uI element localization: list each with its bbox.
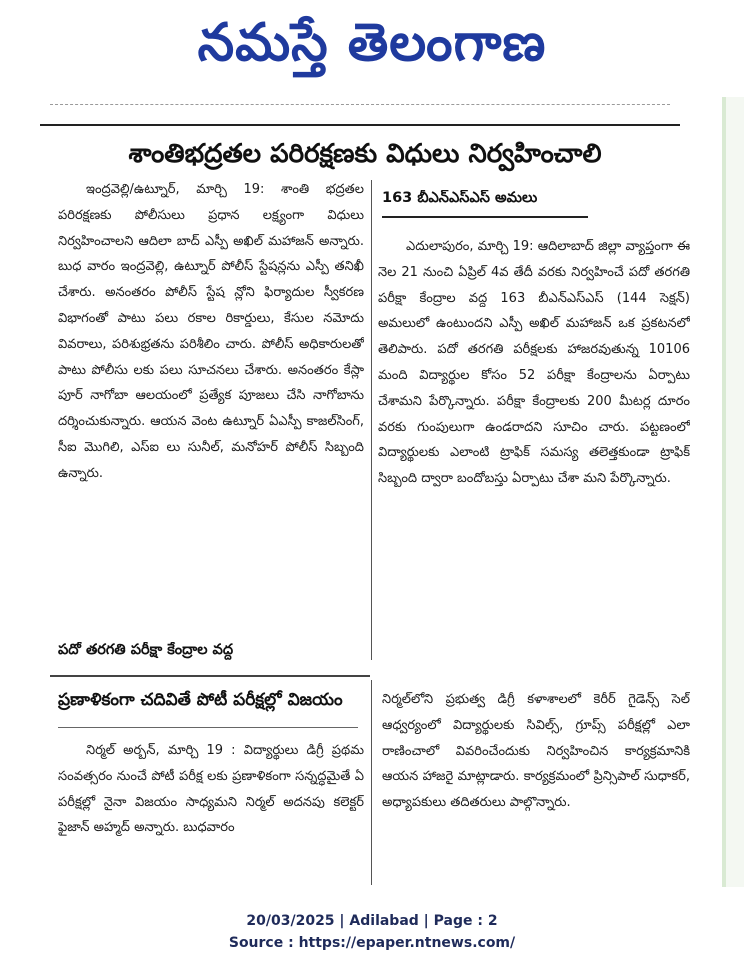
right-article-body	[378, 234, 690, 664]
bottom-article-paragraph-left: నిర్మల్ అర్బన్, మార్చి 19 : విద్యార్థులు డిగ్రీ ప్రథమ సంవత్సరం నుంచే పోటీ పరీక్ష లకు ప్రణాళికంగా సన్నద్ధమైతే ఏ పరీక్షల్లో నైనా విజయం సాధ్యమని నిర్మల్ అదనపు కలెక్టర్ ఫైజాన్ అహ్మద్ అన్నారు. బుధవారం	[58, 743, 364, 836]
left-margin-strip	[0, 97, 14, 207]
footer-date-edition: 20/03/2025 | Adilabad | Page : 2	[246, 913, 498, 929]
bottom-article-body-right	[382, 687, 690, 887]
left-article-body	[58, 177, 364, 637]
newspaper-logo-title: నమస్తే తెలంగాణ	[197, 13, 547, 73]
bottom-article-headline: ప్రణాళికంగా చదివితే పోటీ పరీక్షల్లో విజయం	[58, 690, 343, 710]
subhead-rule	[382, 216, 588, 218]
footer-source-link[interactable]: Source : https://epaper.ntnews.com/	[228, 935, 516, 951]
right-margin-strip	[722, 97, 744, 887]
main-headline: శాంతిభద్రతల పరిరక్షణకు విధులు నిర్వహించాలి	[128, 139, 602, 169]
right-article-paragraph: ఎదులాపురం, మార్చి 19: ఆదిలాబాద్ జిల్లా వ్యాప్తంగా ఈ నెల 21 నుంచి ఏప్రిల్ 4వ తేదీ వరకు నిర్వహించే పదో తరగతి పరీక్షా కేంద్రాల వద్ద 163 బీఎన్ఎస్ఎస్ (144 సెక్షన్) అమలులో ఉంటుందని ఎస్పీ అఖిల్ మహాజన్ ఒక ప్రకటనలో తెలిపారు. పదో తరగతి పరీక్షలకు హాజరవుతున్న 10106 మంది విద్యార్థుల కోసం 52 పరీక్షా కేంద్రాలను ఏర్పాటు చేశామని పేర్కొన్నారు. పరీక్షా కేంద్రాలకు 200 మీటర్ల దూరం వరకు గుంపులుగా ఉండరాదని సూచిం చారు. పట్టణంలో విద్యార్థులకు ఎలాంటి ట్రాఫిక్ సమస్య తలెత్తకుండా ట్రాఫిక్ సిబ్బంది ద్వారా బందోబస్తు ఏర్పాటు చేశా మని పేర్కొన్నారు.	[378, 239, 690, 487]
left-subhead: పదో తరగతి పరీక్షా కేంద్రాల వద్ద	[58, 642, 234, 658]
headline-top-rule	[40, 124, 680, 126]
bottom-article-body-left	[58, 738, 364, 888]
section-divider	[50, 675, 370, 677]
bottom-headline-rule	[58, 727, 358, 728]
bottom-column-divider	[371, 680, 372, 885]
masthead	[0, 0, 744, 95]
left-article-paragraph: ఇంద్రవెల్లి/ఉట్నూర్, మార్చి 19: శాంతి భద్రతల పరిరక్షణకు పోలీసులు ప్రధాన లక్ష్యంగా విధులు నిర్వహించాలని ఆదిలా బాద్ ఎస్పీ అఖిల్ మహాజన్ అన్నారు. బుధ వారం ఇంద్రవెల్లి, ఉట్నూర్ పోలీస్ స్టేషన్లను ఎస్పీ తనిఖీ చేశారు. అనంతరం పోలీస్ స్టేష న్లోని ఫిర్యాదుల స్వీకరణ విభాగంతో పాటు పలు రకాల రికార్డులు, కేసుల నమోదు వివరాలు, పరిశుభ్రతను పరిశీలిం చారు. పోలీస్ అధికారులతో పాటు పోలీసు లకు పలు సూచనలు చేశారు. అనంతరం కేస్లా పూర్ నాగోబా ఆలయంలో ప్రత్యేక పూజలు చేసి నాగోబాను దర్శించుకున్నారు. ఆయన వెంట ఉట్నూర్ ఏఎస్పీ కాజల్‌సింగ్, సీఐ మొగిలి, ఎస్ఐ లు సునీల్, మనోహర్ పోలీస్ సిబ్బంది ఉన్నారు.	[58, 182, 364, 481]
column-divider	[371, 180, 372, 660]
bottom-article-paragraph-right: నిర్మల్‌లోని ప్రభుత్వ డిగ్రీ కళాశాలలో కెరీర్ గైడెన్స్ సెల్ ఆధ్వర్యంలో విద్యార్థులకు సివిల్స్, గ్రూప్స్ పరీక్షల్లో ఎలా రాణించాలో వివరించేందుకు నిర్వహించిన కార్యక్రమానికి ఆయన హాజరై మాట్లాడారు. కార్యక్రమంలో ప్రిన్సిపాల్ సుధాకర్, అధ్యాపకులు తదితరులు పాల్గొన్నారు.	[382, 692, 690, 811]
page-footer	[0, 910, 744, 954]
clipping-cut-line	[50, 100, 670, 105]
right-article-subhead: 163 బీఎన్ఎస్ఎస్ అమలు	[382, 190, 538, 206]
